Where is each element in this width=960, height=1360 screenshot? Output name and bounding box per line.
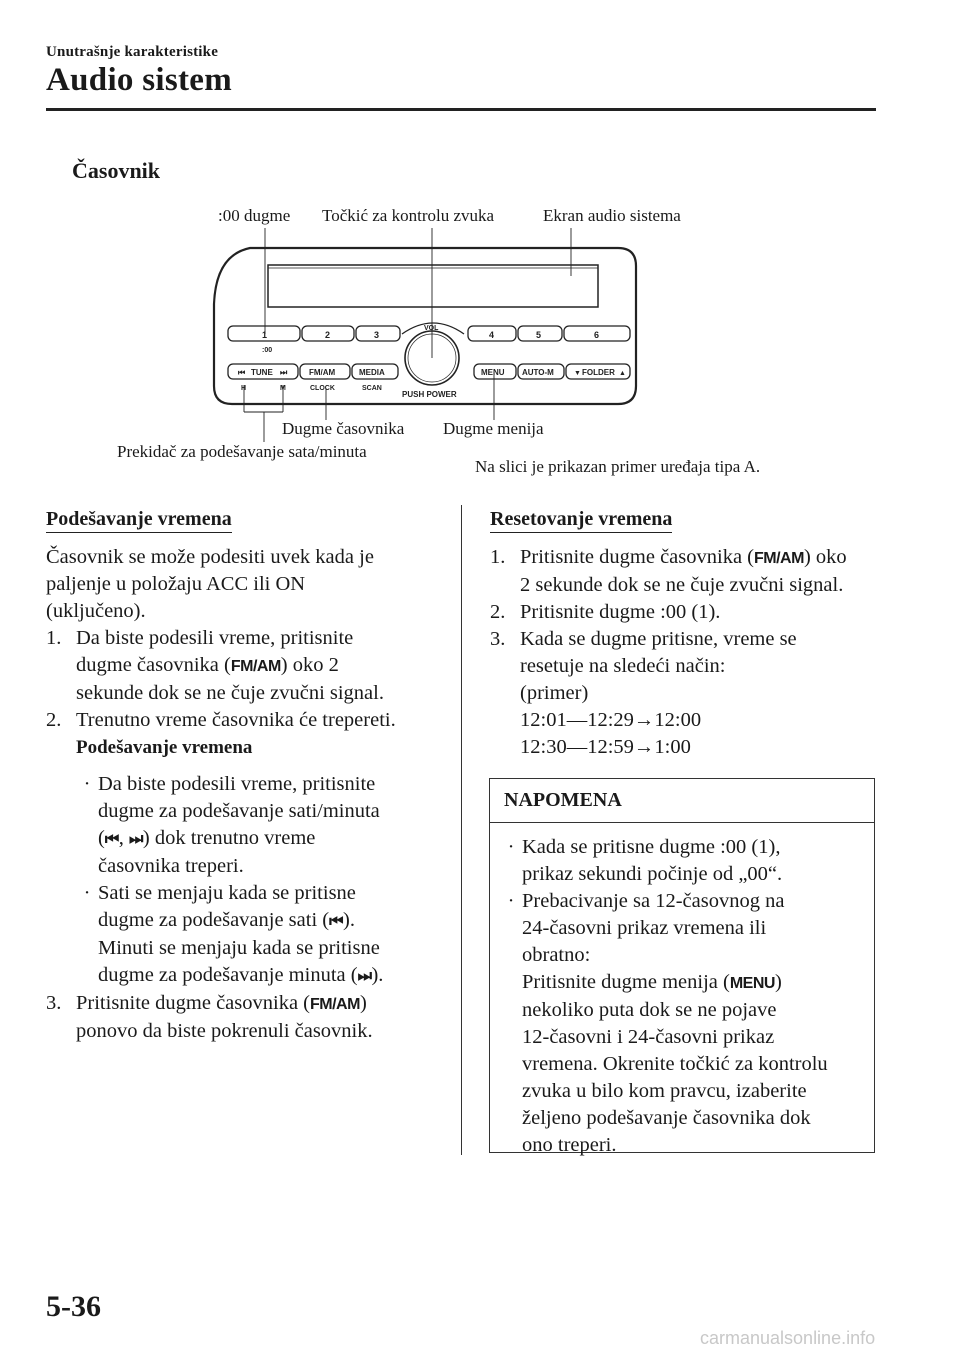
fmam-button-glyph: FM/AM (754, 550, 804, 567)
seek-back-icon: ⏮ (329, 913, 344, 930)
sub-label-00: :00 (262, 347, 273, 354)
fmam-button-glyph: FM/AM (230, 658, 281, 675)
seek-back-icon: ⏮ (104, 831, 119, 848)
tune-label: TUNE (251, 368, 273, 377)
menu-label: MENU (481, 368, 505, 377)
step-2: 2. Trenutno vreme časovnika će trepereti. (46, 709, 396, 731)
left-column-text: Časovnik se može podesiti uvek kada je paljenje u položaju ACC ili ON (uključeno). 1. Da biste podesili vreme, pritisnite dugme časovnika (FM/AM) oko 2 sekunde dok se ne čuje zvučni signal. 2. Trenutno vreme časovnika će trepereti. Podešavanje vremena · Da biste podesili vreme, pritisnite dugme za podešavanje sati/minuta (⏮, ⏭) dok trenutno vreme časovnika treperi. · Sati se menjaju kada se pritisne dugme za podešavanje sati (⏮). Minuti se menjaju kada se pritisne dugme za podešavanje minuta (⏭). 3. Pritisnite dugme časovnika (FM/AM) ponovo da biste pokrenuli časovnik. (46, 546, 396, 1042)
label-menu-button: Dugme menija (443, 419, 544, 438)
fmam-button-glyph: FM/AM (310, 996, 360, 1013)
preset-label-2: 2 (325, 330, 331, 340)
label-audio-display: Ekran audio sistema (543, 206, 681, 225)
clock-label: CLOCK (310, 385, 335, 392)
step-3: 3. Pritisnite dugme časovnika (FM/AM) (46, 992, 367, 1014)
preset-label-6: 6 (594, 330, 600, 340)
label-00-button: :00 dugme (218, 206, 291, 225)
chapter-subtitle: Unutrašnje karakteristike (46, 44, 219, 60)
note-body: · Kada se pritisne dugme :00 (1), prikaz sekundi počinje od „00“. · Prebacivanje sa 12-časovnog na 24-časovni prikaz vremena ili obratno: Pritisnite dugme menija (MENU) nekoliko puta dok se ne pojave 12-časovni i 24-časovni prikaz vremena. Okrenite točkić za kontrolu zvuka u bilo kom pravcu, izaberite željeno podešavanje časovnika dok ono treperi. (500, 834, 828, 1159)
svg-text:⏭: ⏭ (280, 368, 288, 377)
page-number: 5-36 (46, 1290, 101, 1323)
seek-forward-icon: ⏭ (128, 831, 143, 848)
m-label: M (280, 385, 286, 392)
note-title: NAPOMENA (504, 789, 622, 811)
intro-line: Časovnik se može podesiti uvek kada je (46, 546, 374, 568)
reset-example-2: 12:30—12:59→1:00 (520, 736, 691, 758)
menu-button-glyph: MENU (729, 975, 775, 992)
label-volume-knob: Točkić za kontrolu zvuka (322, 206, 495, 225)
section-title: Časovnik (72, 158, 161, 183)
autom-label: AUTO-M (522, 368, 554, 377)
reset-example-1: 12:01—12:29→12:00 (520, 709, 702, 731)
figure-caption: Na slici je prikazan primer uređaja tipa A. (475, 457, 761, 476)
note-box (489, 778, 875, 1156)
svg-text:▲: ▲ (619, 370, 626, 377)
step-1: 1. Da biste podesili vreme, pritisnite (46, 627, 354, 649)
bullet-1: · Da biste podesili vreme, pritisnite (83, 773, 376, 795)
fmam-label: FM/AM (309, 368, 336, 377)
h-label: H (241, 385, 247, 392)
note-header (490, 779, 874, 823)
column-divider (461, 505, 462, 1155)
label-hour-minute-switch: Prekidač za podešavanje sata/minuta (117, 442, 367, 461)
reset-step-3: 3. Kada se dugme pritisne, vreme se (490, 628, 797, 650)
display-screen (268, 265, 598, 307)
vol-label: VOL (424, 325, 439, 332)
sub-heading-set-time: Podešavanje vremena (76, 737, 253, 758)
preset-label-3: 3 (374, 330, 380, 340)
audio-unit-illustration (0, 0, 960, 500)
note-bullet-1: · Kada se pritisne dugme :00 (1), (507, 836, 781, 858)
preset-label-4: 4 (489, 330, 495, 340)
intro-line: paljenje u položaju ACC ili ON (46, 573, 306, 595)
right-column-text: 1. Pritisnite dugme časovnika (FM/AM) oko 2 sekunde dok se ne čuje zvučni signal. 2. Pritisnite dugme :00 (1). 3. Kada se dugme pritisne, vreme se resetuje na sledeći način: (primer) 12:01—12:29→12:00 12:30—12:59→1:00 (490, 544, 847, 761)
preset-label-5: 5 (536, 330, 542, 340)
bullet-2: · Sati se menjaju kada se pritisne (83, 882, 356, 904)
folder-label: FOLDER (582, 368, 615, 377)
svg-text:⏮: ⏮ (238, 368, 246, 377)
svg-text:▼: ▼ (574, 370, 581, 377)
reset-step-2: 2. Pritisnite dugme :00 (1). (490, 601, 721, 623)
heading-set-time: Podešavanje vremena (46, 508, 232, 533)
media-label: MEDIA (359, 368, 385, 377)
heading-reset-time: Resetovanje vremena (490, 508, 672, 533)
preset-label-1: 1 (262, 330, 268, 340)
seek-forward-icon: ⏭ (357, 968, 372, 985)
intro-line: (uključeno). (46, 600, 146, 622)
push-power-label: PUSH POWER (402, 390, 457, 399)
scan-label: SCAN (362, 385, 382, 392)
note-bullet-2: · Prebacivanje sa 12-časovnog na (507, 890, 785, 912)
reset-step-1: 1. Pritisnite dugme časovnika (FM/AM) oko (490, 546, 847, 568)
watermark: carmanualsonline.info (700, 1328, 876, 1348)
chapter-title: Audio sistem (46, 62, 233, 98)
label-clock-button: Dugme časovnika (282, 419, 405, 438)
